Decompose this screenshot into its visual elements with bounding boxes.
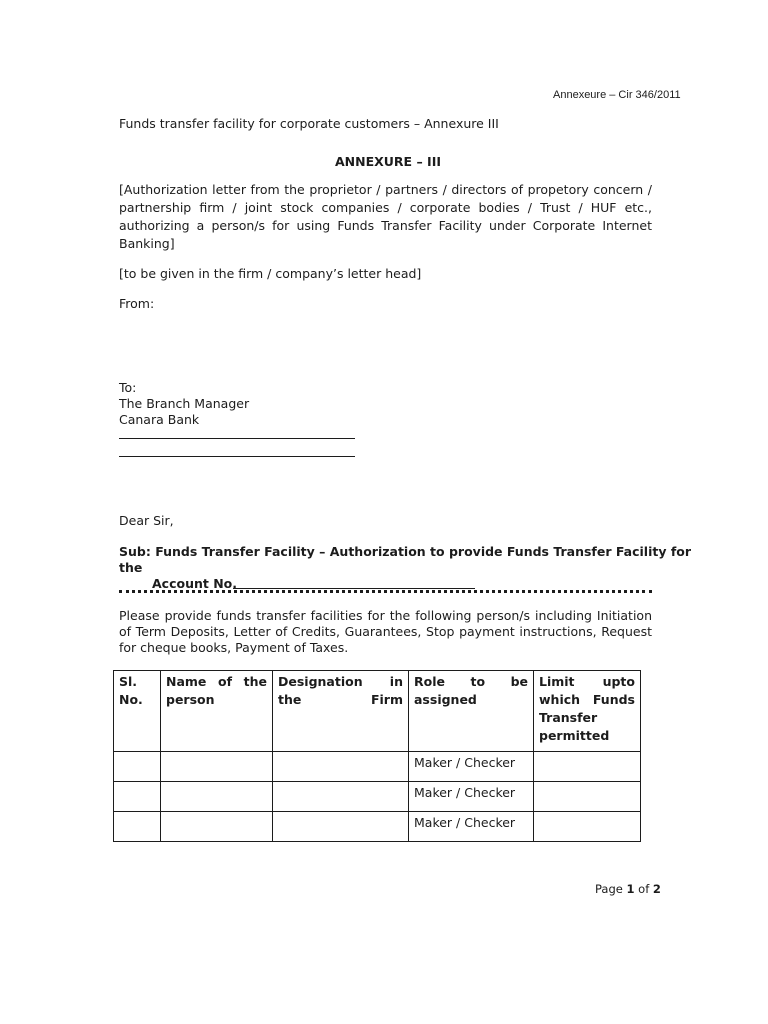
- cell-designation[interactable]: [273, 812, 409, 842]
- subject-line-2: the: [119, 560, 143, 575]
- table-header-row: [114, 671, 641, 752]
- table-row: [114, 812, 641, 842]
- account-no-label: Account No.: [152, 576, 238, 591]
- annexure-heading: ANNEXURE – III: [335, 154, 441, 169]
- address-line-2: [119, 456, 355, 457]
- to-label: To:: [119, 380, 137, 395]
- cell-designation[interactable]: [273, 782, 409, 812]
- header-sl-no: Sl. No.: [114, 671, 161, 752]
- addressee-title: The Branch Manager: [119, 396, 250, 411]
- page-of: of: [638, 882, 650, 896]
- page-number: [595, 880, 661, 898]
- intro-line-2: partnership firm / joint stock companies / corporate bodies / Trust / HUF etc.,: [119, 200, 652, 215]
- header-limit: Limit upto which Funds Transfer permitted: [534, 671, 641, 752]
- annexure-reference: Annexeure – Cir 346/2011: [553, 89, 681, 101]
- table-row: [114, 782, 641, 812]
- intro-line-1: [Authorization letter from the proprietor / partners / directors of propetory concern /: [119, 182, 652, 197]
- cell-role: Maker / Checker: [409, 812, 534, 842]
- cell-limit[interactable]: [534, 752, 641, 782]
- page-current: 1: [626, 882, 635, 896]
- document-title: Funds transfer facility for corporate customers – Annexure III: [119, 116, 499, 131]
- page-prefix: Page: [595, 882, 623, 896]
- request-line-2: of Term Deposits, Letter of Credits, Guarantees, Stop payment instructions, Request: [119, 624, 652, 639]
- cell-sl-no[interactable]: [114, 812, 161, 842]
- request-line-1: Please provide funds transfer facilities for the following person/s including Initiation: [119, 608, 652, 623]
- table-row: [114, 752, 641, 782]
- cell-name[interactable]: [161, 752, 273, 782]
- header-role: Role to be assigned: [409, 671, 534, 752]
- intro-line-4: Banking]: [119, 236, 175, 251]
- dotted-separator: [119, 590, 652, 593]
- header-name: Name of the person: [161, 671, 273, 752]
- letterhead-note: [to be given in the firm / company’s letter head]: [119, 266, 422, 281]
- cell-sl-no[interactable]: [114, 752, 161, 782]
- addressee-bank: Canara Bank: [119, 412, 200, 427]
- header-designation: Designation in the Firm: [273, 671, 409, 752]
- from-label: From:: [119, 296, 155, 311]
- cell-name[interactable]: [161, 812, 273, 842]
- address-line-1: [119, 438, 355, 439]
- cell-sl-no[interactable]: [114, 782, 161, 812]
- cell-designation[interactable]: [273, 752, 409, 782]
- intro-line-3: authorizing a person/s for using Funds Transfer Facility under Corporate Internet: [119, 218, 652, 233]
- subject-line-1: Sub: Funds Transfer Facility – Authorization to provide Funds Transfer Facility for: [119, 544, 692, 559]
- cell-limit[interactable]: [534, 782, 641, 812]
- salutation: Dear Sir,: [119, 513, 174, 528]
- cell-limit[interactable]: [534, 812, 641, 842]
- page-total: 2: [652, 882, 661, 896]
- account-no-line: [233, 588, 475, 589]
- cell-name[interactable]: [161, 782, 273, 812]
- authorized-persons-table: [113, 670, 641, 842]
- request-line-3: for cheque books, Payment of Taxes.: [119, 640, 349, 655]
- cell-role: Maker / Checker: [409, 752, 534, 782]
- cell-role: Maker / Checker: [409, 782, 534, 812]
